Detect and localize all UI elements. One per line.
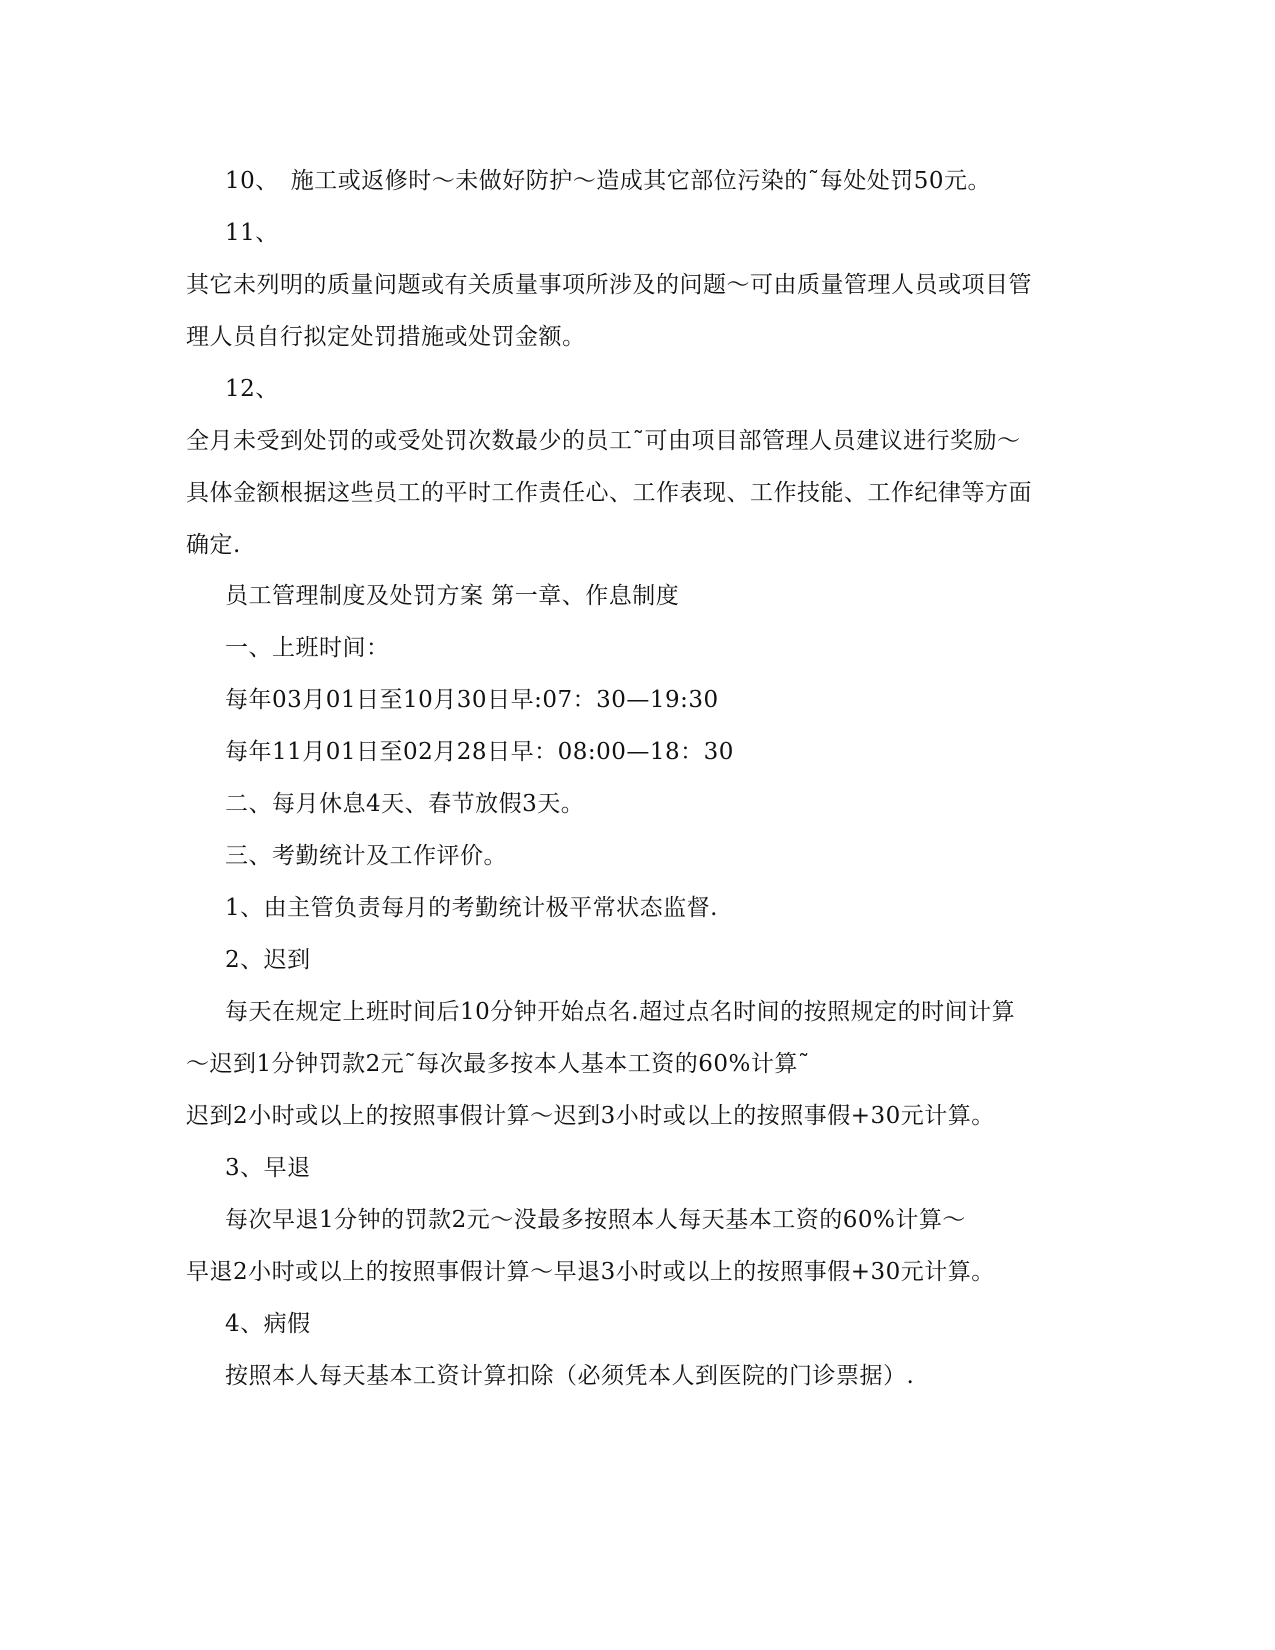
sick-leave-rule: 按照本人每天基本工资计算扣除（必须凭本人到医院的门诊票据）. — [225, 1363, 915, 1389]
late-rule-line-1: 每天在规定上班时间后10分钟开始点名.超过点名时间的按照规定的时间计算 — [225, 999, 1016, 1025]
section-attendance: 三、考勤统计及工作评价。 — [225, 843, 507, 869]
early-leave-rule-line-1: 每次早退1分钟的罚款2元～没最多按照本人每天基本工资的60%计算～ — [225, 1207, 966, 1233]
late-rule-line-2: ～迟到1分钟罚款2元˜每次最多按本人基本工资的60%计算˜ — [186, 1051, 810, 1077]
item-11-text-line-2: 理人员自行拟定处罚措施或处罚金额。 — [186, 324, 586, 350]
schedule-summer: 每年03月01日至10月30日早:07：30—19:30 — [225, 687, 719, 713]
attendance-item-4-sick-leave: 4、病假 — [225, 1311, 311, 1337]
item-12-text-line-1: 全月未受到处罚的或受处罚次数最少的员工˜可由项目部管理人员建议进行奖励～ — [186, 428, 1021, 454]
early-leave-rule-line-2: 早退2小时或以上的按照事假计算～早退3小时或以上的按照事假+30元计算。 — [186, 1259, 995, 1285]
item-12-number: 12、 — [225, 376, 279, 402]
item-12-text-line-2: 具体金额根据这些员工的平时工作责任心、工作表现、工作技能、工作纪律等方面 — [186, 480, 1032, 506]
section-rest-days: 二、每月休息4天、春节放假3天。 — [225, 791, 585, 817]
attendance-item-3-early-leave: 3、早退 — [225, 1155, 311, 1181]
item-11-number: 11、 — [225, 220, 279, 246]
attendance-item-2-late: 2、迟到 — [225, 947, 311, 973]
section-work-hours: 一、上班时间： — [225, 635, 390, 661]
item-10-line: 10、 施工或返修时～未做好防护～造成其它部位污染的˜每处处罚50元。 — [225, 168, 992, 194]
item-12-text-line-3: 确定. — [186, 532, 241, 558]
late-rule-line-3: 迟到2小时或以上的按照事假计算～迟到3小时或以上的按照事假+30元计算。 — [186, 1103, 995, 1129]
attendance-item-1: 1、由主管负责每月的考勤统计极平常状态监督. — [225, 895, 718, 921]
schedule-winter: 每年11月01日至02月28日早：08:00—18：30 — [225, 739, 734, 765]
item-11-text-line-1: 其它未列明的质量问题或有关质量事项所涉及的问题～可由质量管理人员或项目管 — [186, 272, 1032, 298]
chapter-heading: 员工管理制度及处罚方案 第一章、作息制度 — [225, 583, 680, 609]
